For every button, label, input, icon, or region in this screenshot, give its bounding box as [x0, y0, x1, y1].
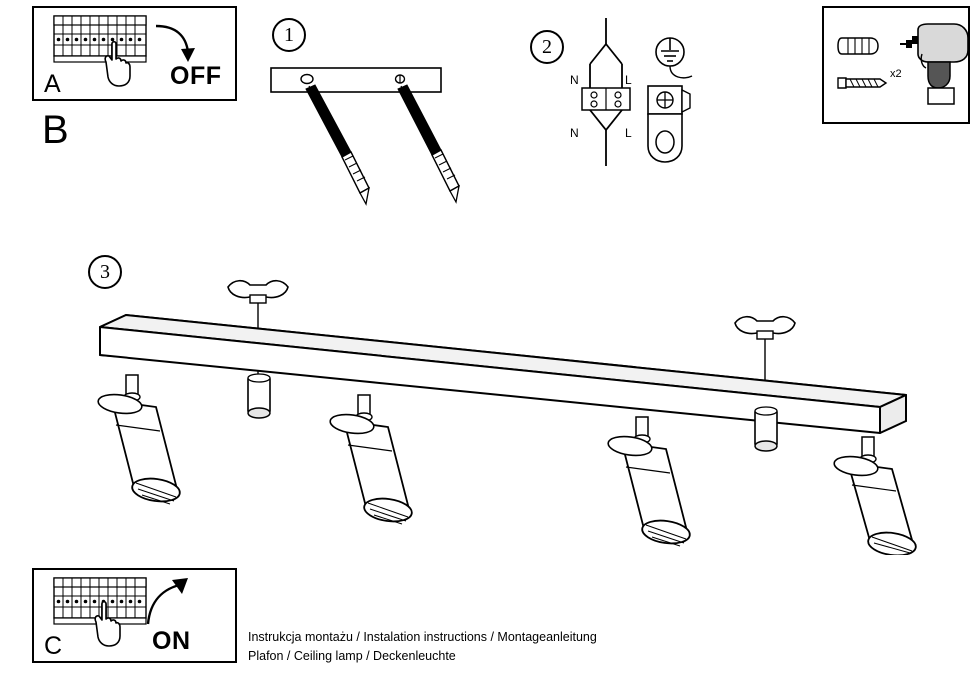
terminal-label-l-bottom: L [625, 126, 632, 140]
drill-icon [898, 14, 970, 114]
spotlight-3 [607, 417, 691, 546]
panel-c-on-label: ON [152, 627, 191, 655]
step-1-mounting-plate-diagram [265, 62, 495, 222]
instructions-line-1: Instrukcja montażu / Instalation instructions / Montageanleitung [248, 630, 597, 644]
hand-icon-a [98, 38, 144, 88]
instructions-line-2: Plafon / Ceiling lamp / Deckenleuchte [248, 649, 456, 663]
panel-a-off-label: OFF [170, 62, 222, 90]
earth-ground-icon [640, 22, 700, 82]
terminal-label-l-top: L [625, 73, 632, 87]
step-3-lamp-diagram [80, 265, 970, 555]
spotlight-2 [329, 395, 413, 524]
spotlight-4 [833, 437, 917, 555]
step-2-badge [530, 30, 564, 64]
spacer-left [248, 374, 270, 418]
arrow-icon-c [140, 576, 196, 628]
spacer-right [755, 407, 777, 451]
panel-b-letter: B [42, 108, 69, 152]
arrow-icon-a [150, 22, 200, 68]
terminal-label-n-top: N [570, 73, 579, 87]
step-1-number: 1 [284, 23, 294, 46]
hand-icon-c [88, 598, 134, 648]
spotlight-1 [97, 375, 181, 504]
wall-plug-icon [836, 28, 884, 68]
step-2-number: 2 [542, 35, 552, 58]
step-3-number: 3 [100, 260, 110, 283]
step-1-badge [272, 18, 306, 52]
terminal-label-n-bottom: N [570, 126, 579, 140]
panel-a-letter: A [44, 70, 61, 98]
ceiling-connector-icon [640, 84, 700, 174]
panel-c-letter: C [44, 632, 63, 660]
tools-multiplier-label: x2 [890, 68, 902, 80]
screw-icon [836, 72, 890, 94]
